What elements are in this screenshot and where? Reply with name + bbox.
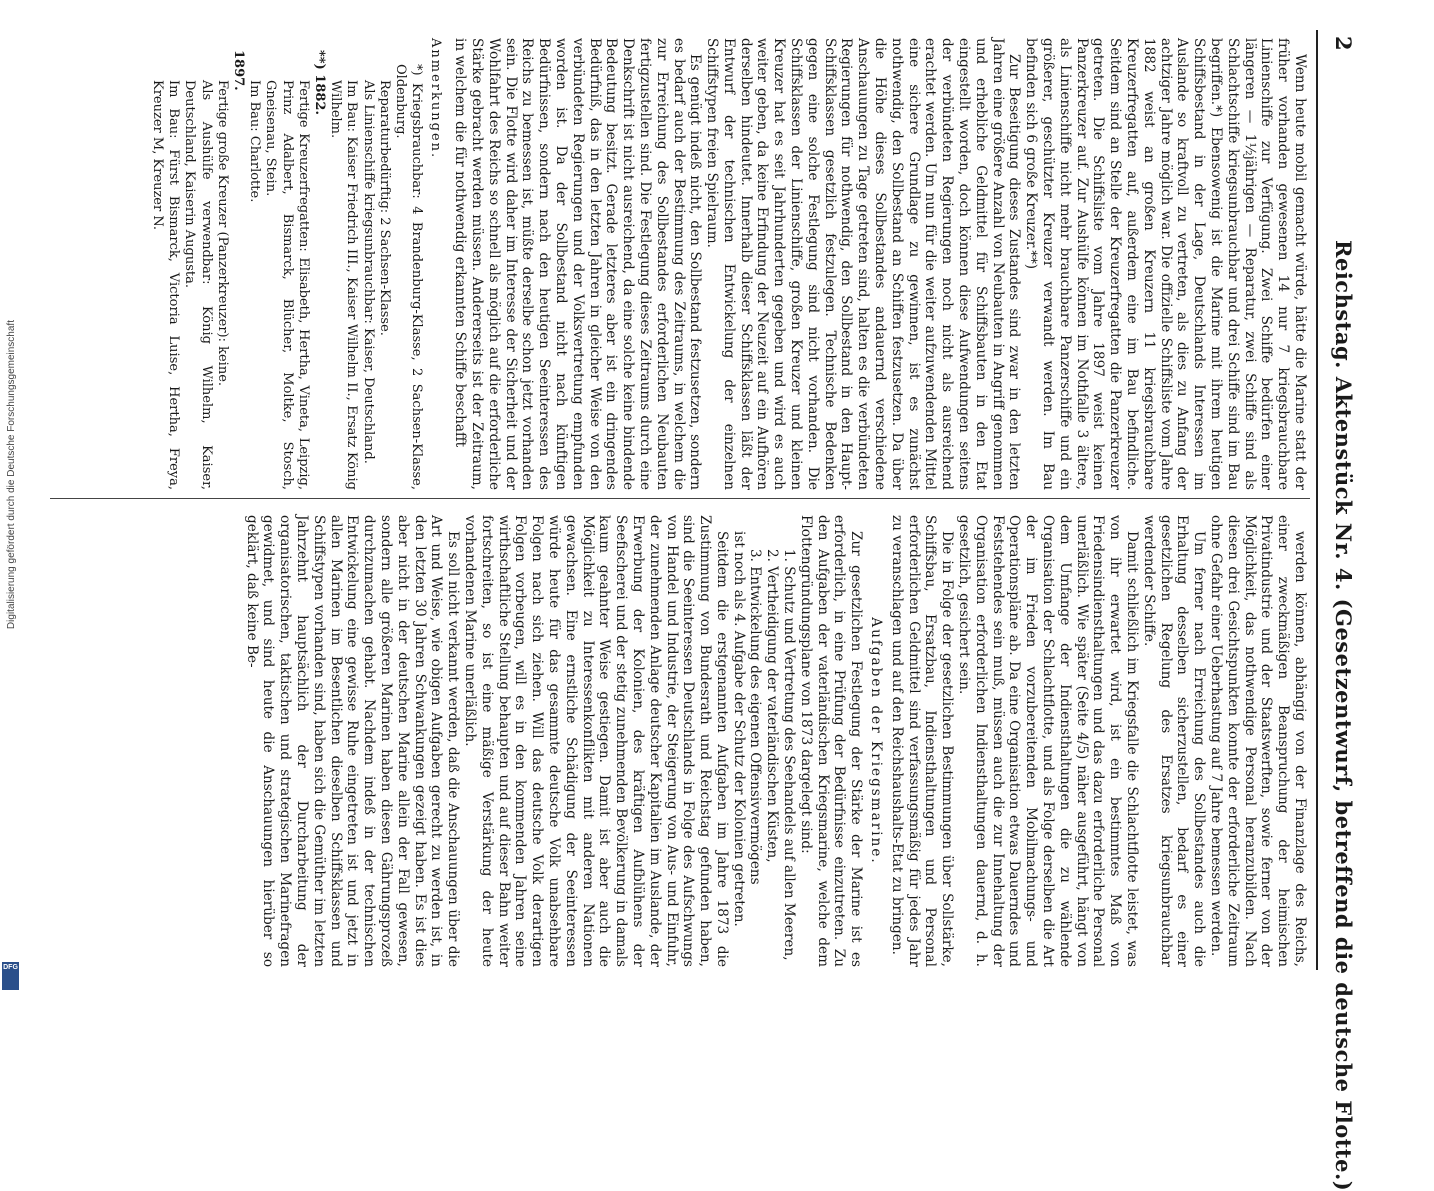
- footnote: *) Kriegsbrauchbar: 4 Brandenburg-Klasse, 2 Sachsen-Klasse, Oldenburg.: [392, 64, 425, 490]
- digitization-credit: Digitalisierung gefördert durch die Deutsche Forschungsgemeinschaft: [6, 320, 17, 630]
- footnote-line: Im Bau: Charlotte.: [247, 80, 263, 203]
- column-divider: [50, 498, 1310, 499]
- page-header: [1324, 0, 1356, 1191]
- paragraph: Zur Beseitigung dieses Zustandes sind zwar in den letzten Jahren eine größere Anzahl von Neubauten in Angriff genommen und erhebliche Geldmittel für Schiffsbauten in den Etat eingestellt worden, doch können diese Aufwendungen seitens der verbündeten Regierungen noch nicht als ausreichend erachtet werden. Um nun für die weiter aufzuwendenden Mittel eine sichere Grundlage zu gewinnen, ist es zunächst nothwendig, den Sollbestand an Schiffen festzusetzen. Da über die Höhe dieses Sollbestandes andauernd verschiedene Anschauungen zu Tage getreten sind, halten es die verbündeten Regierungen für nothwendig, den Sollbestand in den Haupt-Schiffsklassen gesetzlich festzulegen. Technische Bedenken gegen eine solche Festlegung sind nicht vorhanden. Die Schiffsklassen der Linienschiffe, großen Kreuzer und kleinen Kreuzer hat es seit Jahrhunderten gegeben und wird es auch weiter geben, da keine Erfindung der Neuzeit auf ein Aufhören derselben hindeutet. Innerhalb dieser Schiffsklassen läßt der Entwurf der technischen Entwickelung der einzelnen Schiffstypen freien Spielraum.: [704, 38, 1023, 490]
- list-item: 3. Entwickelung des eigenen Offensivvermögens: [747, 549, 764, 885]
- list-item: 1. Schutz und Vertretung des Seehandels auf allen Meeren,: [781, 549, 798, 961]
- footnote-line: Fertige Kreuzerfregatten: Elisabeth, Hertha, Vineta, Leipzig, Prinz Adalbert, Bismarck, Blücher, Moltke, Stosch, Gneisenau, Stein.: [263, 80, 311, 490]
- paragraph: Wenn heute mobil gemacht würde, hätte die Marine statt der früher vorhanden gewesenen 14 nur 7 kriegsbrauchbare Linienschiffe zur Verfügung. Zwei Schiffe bedürfen einer längeren — 1½jährigen — Reparatur, zwei Schiffe sind als Schlachtschiffe kriegsunbrauchbar und drei Schiffe sind im Bau begriffen.*) Ebensowenig ist die Marine mit ihrem heutigen Schiffsbestand in der Lage, Deutschlands Interessen im Auslande so kraftvoll zu vertreten, als dies zu Anfang der achtziger Jahre möglich war. Die offizielle Schiffsliste vom Jahre 1882 weist an großen Kreuzern 11 kriegsbrauchbare Kreuzerfregatten auf, außerdem eine im Bau befindliche. Seitdem sind an Stelle der Kreuzerfregatten die Panzerkreuzer getreten. Die Schiffsliste vom Jahre 1897 weist keinen Panzerkreuzer auf. Zur Aushülfe können im Nothfalle 3 ältere, als Linienschiffe nicht mehr brauchbare Panzerschiffe und ein größerer, geschützter Kreuzer verwandt werden. Im Bau befinden sich 6 große Kreuzer.**): [1023, 38, 1308, 490]
- footnote-year: 1897.: [230, 50, 246, 91]
- footnote-year: **) 1882.: [311, 50, 327, 115]
- list-item: 2. Vertheidigung der vaterländischen Küsten,: [764, 549, 781, 863]
- right-column: [243, 515, 1308, 967]
- page-number: 2: [1331, 36, 1356, 51]
- paragraph: Seitdem die erstgenannten Aufgaben im Jahre 1873 die Zustimmung von Bundesrath und Reichstag gefunden haben, sind die Seeinteressen Deutschlands in Folge des Aufschwungs von Handel und Industrie, der Steigerung von Aus- und Einfuhr, der zunehmenden Anlage deutscher Kapitalien im Auslande, der Erwerbung der Kolonien, des kräftigen Aufblühens der Seefischerei und der stetig zunehmenden Bevölkerung in damals kaum geahnter Weise gestiegen. Damit ist aber auch die Möglichkeit zu Interessenkonflikten mit anderen Nationen gewachsen. Eine ernstliche Schädigung der Seeinteressen würde heute für das gesammte deutsche Volk unabsehbare Folgen nach sich ziehen. Will das deutsche Volk derartigen Folgen vorbeugen, will es in den kommenden Jahren seine wirthschaftliche Stellung behaupten und auf dieser Bahn weiter fortschreiten, so ist eine mäßige Verstärkung der heute vorhandenen Marine unerläßlich.: [461, 515, 730, 967]
- left-column: [149, 38, 1308, 490]
- dfg-logo: DFG: [2, 962, 19, 990]
- footnote-line: Im Bau: Fürst Bismarck, Victoria Luise, Hertha, Freya, Kreuzer M, Kreuzer N.: [149, 80, 182, 490]
- section-heading: Aufgaben der Kriegsmarine.: [868, 617, 885, 865]
- footnote-line: Im Bau: Kaiser Friedrich III., Kaiser Wilhelm II., Ersatz König Wilhelm.: [328, 80, 360, 490]
- header-rule: [1316, 30, 1318, 970]
- paragraph: ist noch als 4. Aufgabe der Schutz der Kolonien getreten.: [730, 531, 747, 927]
- paragraph: werden können, abhängig von der Finanzlage des Reichs, einer zweckmäßigen Beanspruchung der heimischen Privatindustrie und der Staatswerften, sowie ferner von der Möglichkeit, das nothwendige Personal heranzubilden. Nach diesen drei Gesichtspunkten konnte der erforderliche Zeitraum ohne Gefahr einer Ueberhastung auf 7 Jahre bemessen werden.: [1208, 515, 1308, 967]
- running-head: Reichstag. Aktenstück Nr. 4. (Gesetzentwurf, betreffend die deutsche Flotte.): [1331, 240, 1356, 1191]
- footnote-line: Als Linienschiffe kriegsunbrauchbar: Kaiser, Deutschland.: [360, 80, 376, 464]
- footnote-line: Fertige große Kreuzer (Panzerkreuzer): keine.: [214, 80, 230, 387]
- footnote-line: Als Aushülfe verwendbar: König Wilhelm, Kaiser, Deutschland, Kaiserin Augusta.: [182, 80, 214, 490]
- paragraph: Die in Folge der gesetzlichen Bestimmungen über Sollstärke, Schiffsbau, Ersatzbau, Indiensthaltungen und Personal erforderlichen Geldmittel sind verfassungsmäßig für jedes Jahr zu veranschlagen und auf den Reichshaushalts-Etat zu bringen.: [888, 515, 956, 967]
- paragraph: Es genügt indeß nicht, den Sollbestand festzusetzen, sondern es bedarf auch der Bestimmung des Zeitraums, in welchem die zur Erreichung des Sollbestandes erforderlichen Neubauten fertigzustellen sind. Die Festlegung dieses Zeitraums durch eine Denkschrift ist nicht ausreichend, da eine solche keine bindende Bedeutung besitzt. Gerade letzteres aber ist ein dringendes Bedürfniß, das in den letzten Jahren in gleicher Weise von den verbündeten Regierungen und der Volksvertretung empfunden worden ist. Da der Sollbestand nicht nach künftigen Bedürfnissen, sondern nach den heutigen Seeinteressen des Reichs zu bemessen ist, müßte derselbe schon jetzt vorhanden sein. Die Flotte wird daher im Interesse der Sicherheit und der Wohlfahrt des Reichs so schnell als möglich auf die erforderliche Stärke gebracht werden müssen. Andererseits ist der Zeitraum, in welchem die für nothwendig erkannten Schiffe beschafft: [452, 38, 704, 490]
- footnotes: [149, 38, 444, 490]
- footnote-line: Reparaturbedürftig: 2 Sachsen-Klasse.: [376, 80, 392, 336]
- paragraph: Um ferner nach Erreichung des Sollbestandes auch die Erhaltung desselben sicherzustellen, bedarf es einer gesetzlichen Regelung des Ersatzes kriegsunbrauchbar werdender Schiffe.: [1140, 515, 1208, 967]
- paragraph: Damit schließlich im Kriegsfalle die Schlachtflotte leistet, was von ihr erwartet wird, ist ein bestimmtes Maß von Friedensindiensthaltungen und das dazu erforderliche Personal unerläßlich. Wie später (Seite 4/5) näher ausgeführt, hängt von dem Umfange der Indiensthaltungen die zu wählende Organisation der Schlachtflotte, und als Folge derselben die Art der im Frieden vorzubereitenden Mobilmachungs- und Operationspläne ab. Da eine Organisation etwas Dauerndes und Feststehendes sein muß, müssen auch die zur Innehaltung der Organisation erforderlichen Indiensthaltungen dauernd, d. h. gesetzlich, gesichert sein.: [956, 515, 1141, 967]
- footnotes-title: Anmerkungen.: [428, 38, 444, 160]
- paragraph: Es soll nicht verkannt werden, daß die Anschauungen über die Art und Weise, wie obigen Aufgaben gerecht zu werden ist, in den letzten 30 Jahren Schwankungen gezeigt haben. Es ist dies aber nicht in der deutschen Marine allein der Fall gewesen, sondern alle größeren Marinen haben diesen Gährungsprozeß durchzumachen gehabt. Nachdem indeß in der technischen Entwickelung eine gewisse Ruhe eingetreten ist und jetzt in allen Marinen im Besentlichen dieselben Schiffsklassen und Schiffstypen vorhanden sind, haben sich die Gemüther im letzten Jahrzehnt hauptsächlich der Durcharbeitung der organisatorischen, taktischen und strategischen Marinefragen gewidmet, und sind heute die Anschauungen hierüber so geklärt, daß keine Be-: [243, 515, 462, 967]
- paragraph: Zur gesetzlichen Festlegung der Stärke der Marine ist es erforderlich, in eine Prüfung der Bedürfnisse einzutreten. Zu den Aufgaben der vaterländischen Kriegsmarine, welche dem Flottengründungsplane von 1873 dargelegt sind:: [797, 515, 865, 967]
